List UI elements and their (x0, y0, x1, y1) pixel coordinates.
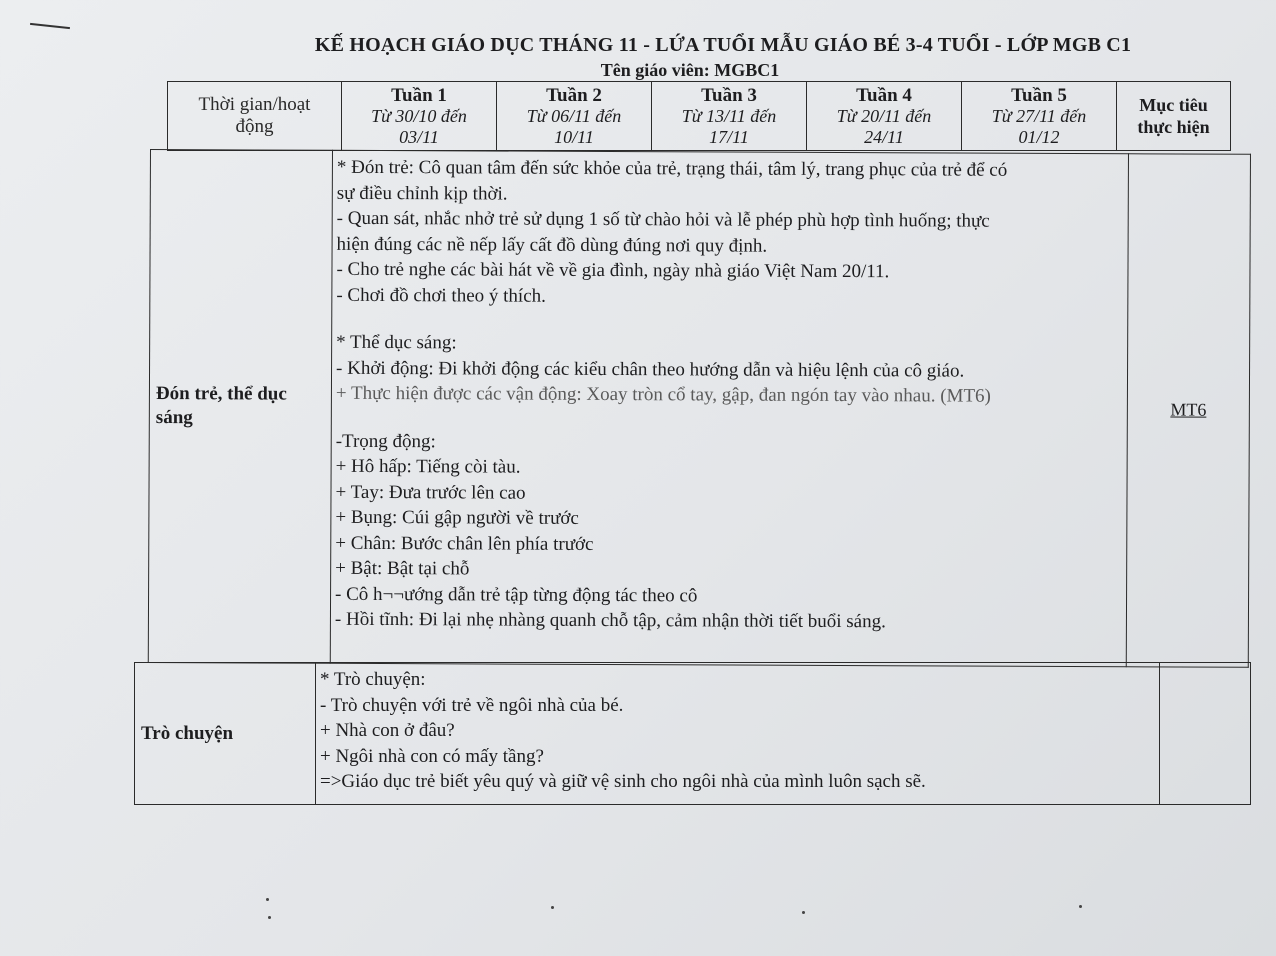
paper-speck (266, 898, 269, 901)
week-4-range-end: 24/11 (864, 126, 904, 147)
content-line: sự điều chỉnh kịp thời. (336, 182, 508, 205)
content-line: + Bụng: Cúi gập người về trước (335, 506, 579, 529)
pen-mark (30, 23, 70, 29)
content-line: + Nhà con ở đâu? (320, 720, 455, 741)
week-1-name: Tuần 1 (391, 84, 447, 106)
activity-label-line-1: Đón trẻ, thể dục (155, 383, 287, 405)
teacher-name: Tên giáo viên: MGBC1 (600, 60, 780, 80)
week-1-range-end: 03/11 (399, 126, 439, 147)
goal-header-line-1: Mục tiêu (1139, 95, 1208, 115)
week-3-header (652, 82, 807, 151)
week-5-range-end: 01/12 (1018, 126, 1060, 147)
content-line: - Cô h¬¬ướng dẫn trẻ tập từng động tác theo cô (335, 583, 698, 606)
content-line: * Thể dục sáng: (336, 331, 457, 354)
goal-header-line-2: thực hiện (1137, 117, 1210, 137)
paper-speck (802, 911, 805, 914)
morning-goal (1126, 154, 1250, 668)
morning-content (330, 150, 1128, 666)
week-5-range-start: Từ 27/11 đến (991, 105, 1087, 126)
week-5-name: Tuần 5 (1011, 84, 1067, 106)
plan-body-table (148, 149, 1251, 668)
week-3-range-end: 17/11 (709, 126, 749, 147)
content-line: - Hồi tĩnh: Đi lại nhẹ nhàng quanh chỗ tập, cảm nhận thời tiết buổi sáng. (334, 608, 886, 633)
week-3-range-start: Từ 13/11 đến (681, 105, 777, 126)
goal-code: MT6 (1170, 399, 1207, 420)
content-line: + Chân: Bước chân lên phía trước (335, 532, 594, 555)
activity-label-line-2: sáng (155, 407, 193, 429)
week-1-range-start: Từ 30/10 đến (371, 105, 467, 126)
content-line: + Tay: Đưa trước lên cao (335, 481, 526, 504)
week-2-header (497, 82, 652, 151)
plan-body-table-2 (134, 662, 1251, 805)
week-5-header (962, 82, 1117, 151)
week-1-header (342, 82, 497, 151)
chat-goal (1160, 663, 1251, 805)
paper-speck (551, 906, 554, 909)
header-row (168, 82, 1231, 151)
activity-label-chat (135, 663, 316, 805)
activity-label-line-1: Trò chuyện (141, 722, 234, 744)
table-row (148, 150, 1250, 668)
goal-header (1117, 82, 1231, 151)
content-line: - Chơi đồ chơi theo ý thích. (336, 284, 546, 307)
time-header-line-2: động (235, 116, 274, 137)
content-line: + Ngôi nhà con có mấy tầng? (320, 745, 544, 767)
week-2-range-start: Từ 06/11 đến (526, 105, 622, 126)
document-title: KẾ HOẠCH GIÁO DỤC THÁNG 11 - LỨA TUỔI MẪU GIÁO BÉ 3-4 TUỔI - LỚP MGB C1 (314, 34, 1132, 56)
week-2-name: Tuần 2 (546, 84, 602, 106)
time-activity-header (168, 82, 342, 151)
content-line: + Hô hấp: Tiếng còi tàu. (335, 455, 521, 478)
week-3-name: Tuần 3 (701, 84, 757, 106)
content-line: - Quan sát, nhắc nhở trẻ sử dụng 1 số từ chào hỏi và lễ phép phù hợp tình huống; thực (336, 207, 990, 232)
week-4-header (807, 82, 962, 151)
content-line: - Cho trẻ nghe các bài hát về về gia đình, ngày nhà giáo Việt Nam 20/11. (336, 258, 890, 283)
content-line: - Trò chuyện với trẻ về ngôi nhà của bé. (320, 694, 624, 716)
content-line: * Đón trẻ: Cô quan tâm đến sức khỏe của trẻ, trạng thái, tâm lý, trang phục của trẻ để có (336, 156, 1008, 181)
chat-content (316, 663, 1160, 805)
content-line: + Thực hiện được các vận động: Xoay tròn cổ tay, gập, đan ngón tay vào nhau. (MT6) (335, 382, 991, 407)
activity-label-morning (148, 150, 332, 664)
content-line: =>Giáo dục trẻ biết yêu quý và giữ vệ sinh cho ngôi nhà của mình luôn sạch sẽ. (320, 771, 926, 792)
plan-header-table (167, 81, 1231, 151)
week-2-range-end: 10/11 (554, 126, 594, 147)
content-line: hiện đúng các nề nếp lấy cất đồ dùng đúng nơi quy định. (336, 233, 768, 257)
table-row (135, 663, 1251, 805)
paper-speck (268, 916, 271, 919)
paper-speck (1079, 905, 1082, 908)
content-line: * Trò chuyện: (320, 669, 426, 690)
content-line: - Khởi động: Đi khởi động các kiểu chân theo hướng dẫn và hiệu lệnh của cô giáo. (336, 357, 965, 382)
content-line: + Bật: Bật tại chỗ (335, 557, 470, 580)
content-line: -Trọng động: (335, 430, 436, 452)
week-4-range-start: Từ 20/11 đến (836, 105, 932, 126)
time-header-line-1: Thời gian/hoạt (198, 94, 311, 115)
week-4-name: Tuần 4 (856, 84, 912, 106)
